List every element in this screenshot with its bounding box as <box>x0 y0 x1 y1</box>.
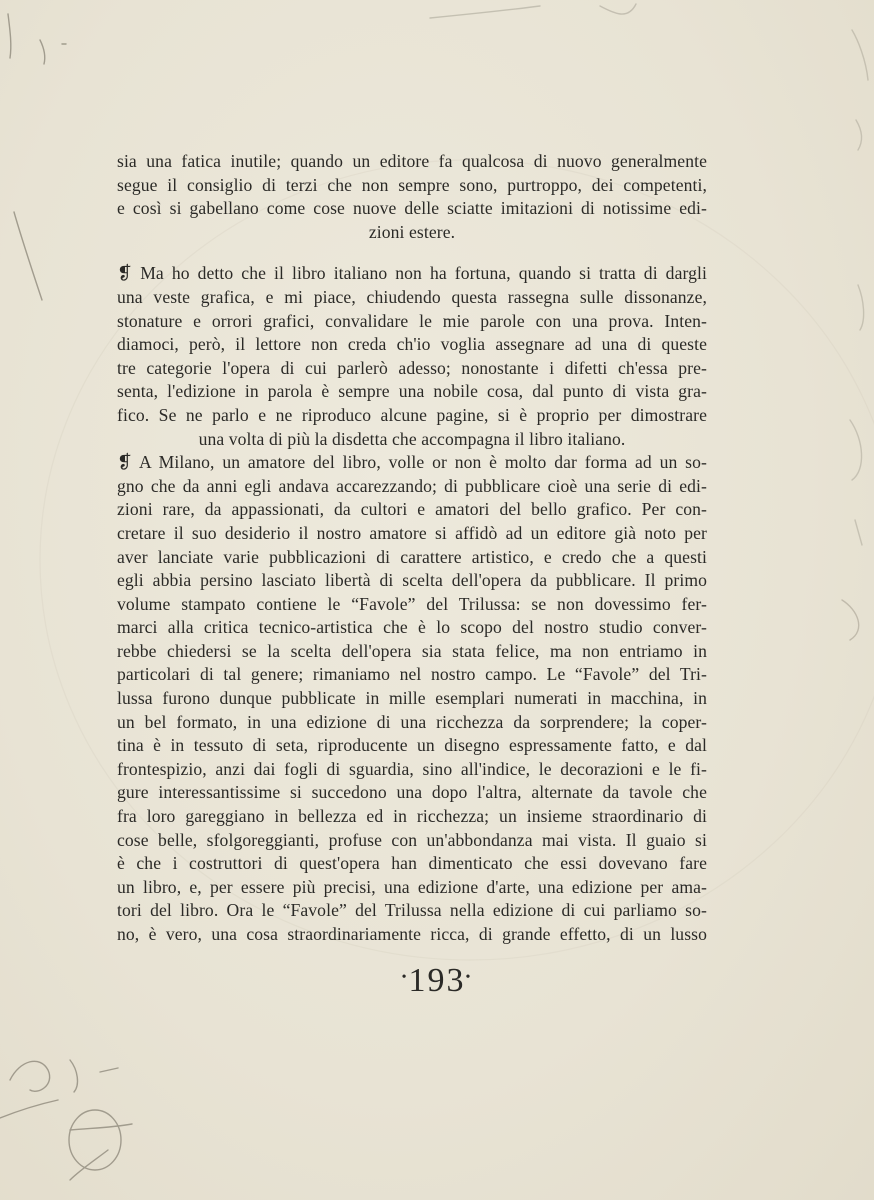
text-line-content: un libro, e, per essere più precisi, una edizione d'arte, una edizione per ama- <box>117 876 707 897</box>
body-text <box>117 150 707 947</box>
text-line <box>117 687 707 711</box>
text-line <box>117 380 707 404</box>
paragraph <box>117 150 707 244</box>
paragraph-mark-icon: ❡ <box>117 263 133 285</box>
text-line-content: segue il consiglio di terzi che non sempre sono, purtroppo, dei competenti, <box>117 174 707 195</box>
folio-dot-left: • <box>401 970 409 985</box>
text-line-content: senta, l'edizione in parola è sempre una nobile cosa, dal punto di vista gra- <box>117 381 707 402</box>
text-line <box>117 221 707 245</box>
text-line <box>117 805 707 829</box>
text-line <box>117 333 707 357</box>
text-line-content: è che i costruttori di quest'opera han dimenticato che essi dovevano fare <box>117 853 707 874</box>
text-line <box>117 498 707 522</box>
text-line-content: una veste grafica, e mi piace, chiudendo questa rassegna sulle dissonanze, <box>117 286 707 307</box>
text-line <box>117 522 707 546</box>
text-line-content: no, è vero, una cosa straordinariamente ricca, di grande effetto, di un lusso <box>117 924 707 944</box>
text-line <box>117 150 707 174</box>
text-line-content: stonature e orrori grafici, convalidare le mie parole con una prova. Inten- <box>117 310 707 331</box>
text-line <box>117 781 707 805</box>
text-line-content: zioni rare, da appassionati, da cultori e amatori del bello grafico. Per con- <box>117 499 707 520</box>
text-line-content: una volta di più la disdetta che accompagna il libro italiano. <box>198 428 626 449</box>
text-line-content: cretare il suo desiderio il nostro amatore si affidò ad un editore già noto per <box>117 522 707 543</box>
text-line-content: rebbe chiedersi se la scelta dell'opera sia stata felice, ma non entriamo in <box>117 640 707 661</box>
text-line-content: un bel formato, in una edizione di una ricchezza da sorprendere; la coper- <box>117 711 707 732</box>
text-line-content: gno che da anni egli andava accarezzando; di pubblicare cioè una serie di edi- <box>117 475 707 496</box>
text-line <box>117 428 707 452</box>
text-line-content: tre categorie l'opera di cui parlerò adesso; nonostante i difetti ch'essa pre- <box>117 357 707 378</box>
text-line <box>117 197 707 221</box>
text-line <box>117 262 707 286</box>
text-line <box>117 640 707 664</box>
text-line <box>117 569 707 593</box>
text-line <box>117 357 707 381</box>
paragraph <box>117 262 707 451</box>
text-line <box>117 546 707 570</box>
text-line-content: marci alla critica tecnico-artistica che è lo scopo del nostro studio conver- <box>117 617 707 638</box>
text-line <box>117 923 707 947</box>
page-number-value: 193 <box>408 962 466 999</box>
text-line <box>117 404 707 428</box>
paragraph-mark-icon: ❡ <box>117 452 133 474</box>
text-line-content: cose belle, sfolgoreggianti, profuse con un'abbondanza mai vista. Il guaio si <box>117 829 707 850</box>
text-line <box>117 758 707 782</box>
text-line <box>117 451 707 475</box>
text-line-content: lussa furono dunque pubblicate in mille esemplari numerati in macchina, in <box>117 688 707 709</box>
text-line <box>117 829 707 853</box>
text-line-content: frontespizio, anzi dai fogli di sguardia, sino all'indice, le decorazioni e le fi- <box>117 758 707 779</box>
text-line-content: tina è in tessuto di seta, riproducente un disegno espressamente fatto, e dal <box>117 735 707 756</box>
text-line <box>117 663 707 687</box>
text-line <box>117 475 707 499</box>
text-line-content: particolari di tal genere; rimaniamo nel nostro campo. Le “Favole” del Tri- <box>117 664 707 685</box>
text-line-content: sia una fatica inutile; quando un editore fa qualcosa di nuovo generalmente <box>117 151 707 171</box>
text-line <box>117 174 707 198</box>
text-line-content: fico. Se ne parlo e ne riproduco alcune pagine, si è proprio per dimostrare <box>117 404 707 425</box>
text-line-content: volume stampato contiene le “Favole” del Trilussa: se non dovessimo fer- <box>117 593 707 614</box>
text-line-content: egli abbia persino lasciato libertà di scelta dell'opera da pubblicare. Il primo <box>117 570 707 591</box>
text-line-content: gure interessantissime si succedono una dopo l'altra, alternate da tavole che <box>117 782 707 803</box>
text-line-content: Ma ho detto che il libro italiano non ha fortuna, quando si tratta di dargli <box>140 263 707 284</box>
text-line-content: aver lanciate varie pubblicazioni di carattere artistico, e credo che a questi <box>117 546 707 567</box>
folio-dot-right: • <box>465 970 473 985</box>
text-line-content: diamoci, però, il lettore non creda ch'io voglia assegnare ad una di queste <box>117 334 707 355</box>
text-line-content: fra loro gareggiano in bellezza ed in ricchezza; un insieme straordinario di <box>117 806 707 827</box>
text-line <box>117 593 707 617</box>
text-line <box>117 711 707 735</box>
page-number <box>0 962 874 1000</box>
text-line <box>117 899 707 923</box>
paragraph-gap <box>117 244 707 262</box>
text-line <box>117 734 707 758</box>
text-line-content: zioni estere. <box>368 221 456 242</box>
text-line <box>117 310 707 334</box>
text-line <box>117 616 707 640</box>
text-line <box>117 852 707 876</box>
text-line-content: e così si gabellano come cose nuove delle sciatte imitazioni di notissime edi- <box>117 198 707 219</box>
text-line-content: tori del libro. Ora le “Favole” del Trilussa nella edizione di cui parliamo so- <box>117 900 707 921</box>
text-line <box>117 876 707 900</box>
text-line-content: A Milano, un amatore del libro, volle or non è molto dar forma ad un so- <box>139 452 707 473</box>
text-line <box>117 286 707 310</box>
paragraph <box>117 451 707 946</box>
